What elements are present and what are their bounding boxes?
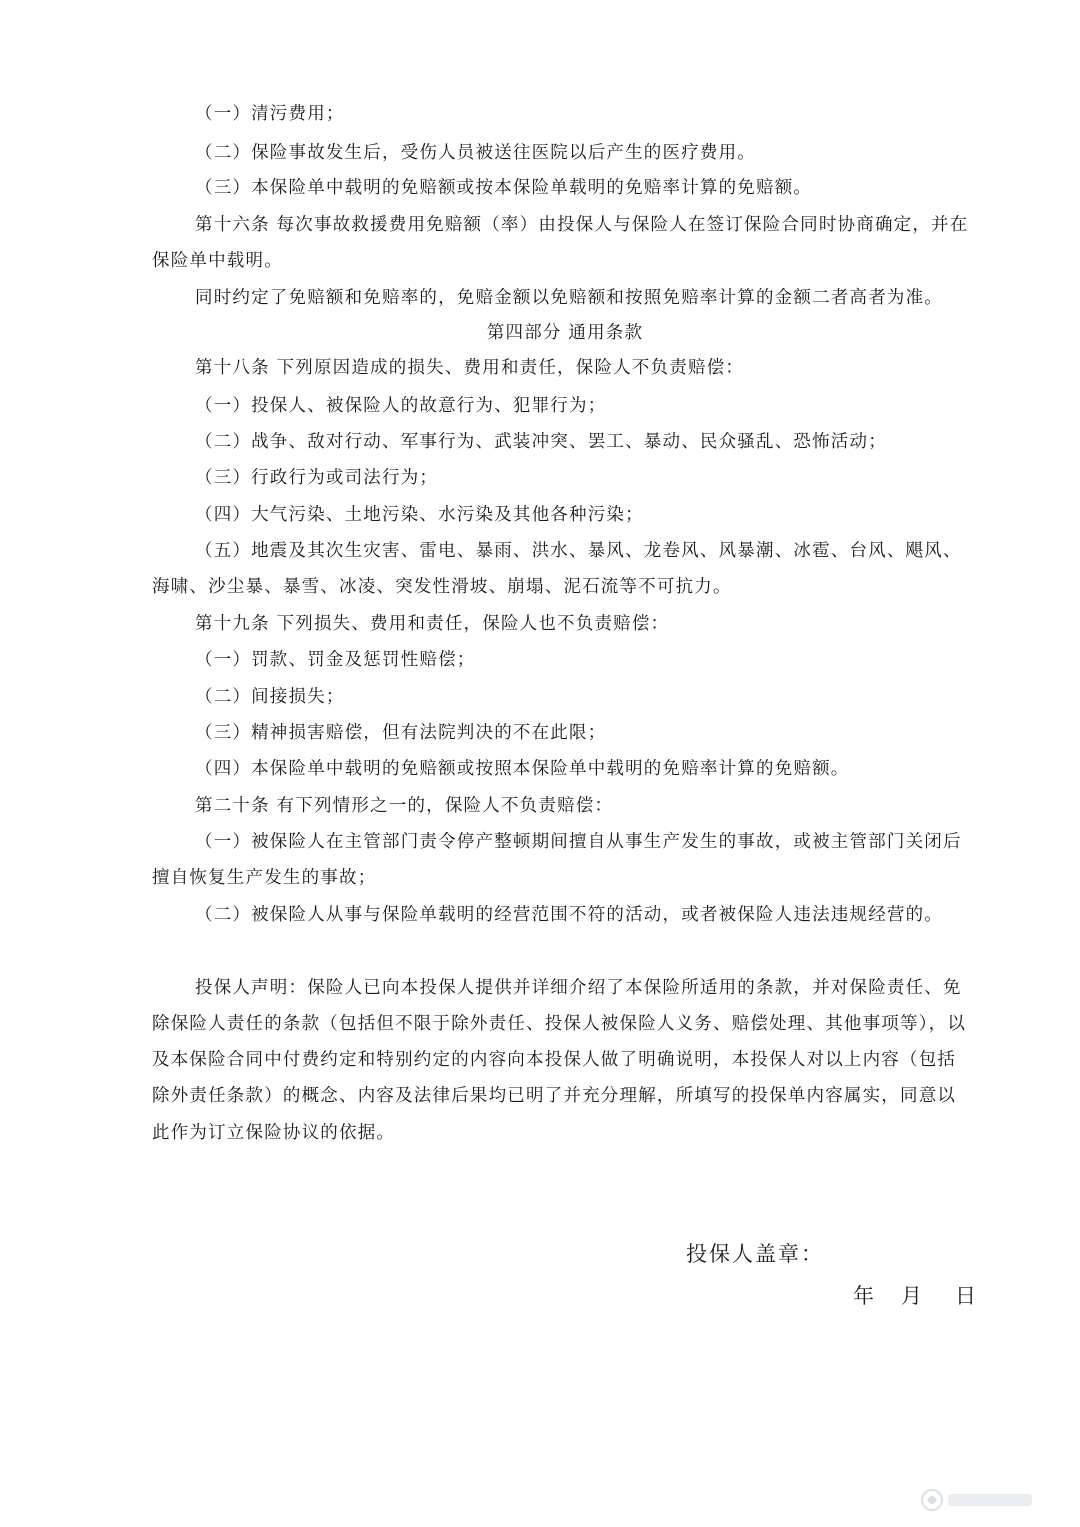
article-19-item: （四）本保险单中载明的免赔额或按照本保险单中载明的免赔率计算的免赔额。 [195,759,850,779]
article-16: 第十六条 每次事故救援费用免赔额（率）由投保人与保险人在签订保险合同时协商确定，并在 [195,215,969,235]
article-16-note: 同时约定了免赔额和免赔率的，免赔金额以免赔额和按照免赔率计算的金额二者高者为准。 [195,288,943,308]
section-title: 第四部分 通用条款 [486,323,644,343]
date-year: 年 [853,1284,874,1308]
declaration-line: 除外责任条款）的概念、内容及法律后果均已明了并充分理解，所填写的投保单内容属实，同意以 [152,1086,957,1106]
declaration-line: 除保险人责任的条款（包括但不限于除外责任、投保人被保险人义务、赔偿处理、其他事项等），以 [152,1014,967,1034]
declaration-line: 投保人声明：保险人已向本投保人提供并详细介绍了本保险所适用的条款，并对保险责任、免 [195,978,962,998]
article-18-item: （三）行政行为或司法行为； [195,468,439,488]
article-19-item: （三）精神损害赔偿，但有法院判决的不在此限； [195,723,607,743]
article-20-item: （一）被保险人在主管部门责令停产整顿期间擅自从事生产发生的事故，或被主管部门关闭后 [195,832,962,852]
article-18-item-cont: 海啸、沙尘暴、暴雪、冰凌、突发性滑坡、崩塌、泥石流等不可抗力。 [152,577,732,597]
article-16-cont: 保险单中载明。 [152,251,283,271]
clause-item: （一）清污费用； [195,104,345,124]
article-18-item: （五）地震及其次生灾害、雷电、暴雨、洪水、暴风、龙卷风、风暴潮、冰雹、台风、飓风、 [195,541,962,561]
date-month: 月 [901,1284,922,1308]
article-18-item: （二）战争、敌对行动、军事行为、武装冲突、罢工、暴动、民众骚乱、恐怖活动； [195,432,887,452]
clause-item: （二）保险事故发生后，受伤人员被送往医院以后产生的医疗费用。 [195,143,756,163]
date-day: 日 [955,1284,976,1308]
article-20-item-cont: 擅自恢复生产发生的事故； [152,868,377,888]
article-20-item: （二）被保险人从事与保险单载明的经营范围不符的活动，或者被保险人违法违规经营的。 [195,905,943,925]
article-18: 第十八条 下列原因造成的损失、费用和责任，保险人不负责赔偿： [195,358,745,378]
watermark-logo [920,1485,1040,1515]
declaration-line: 及本保险合同中付费约定和特别约定的内容向本投保人做了明确说明，本投保人对以上内容（包括 [152,1050,957,1070]
article-18-item: （四）大气污染、土地污染、水污染及其他各种污染； [195,505,644,525]
applicant-seal-label: 投保人盖章： [686,1242,824,1266]
article-19-item: （二）间接损失； [195,687,345,707]
article-19: 第十九条 下列损失、费用和责任，保险人也不负责赔偿： [195,614,670,634]
article-19-item: （一）罚款、罚金及惩罚性赔偿； [195,650,476,670]
declaration-line: 此作为订立保险协议的依据。 [152,1123,396,1143]
article-18-item: （一）投保人、被保险人的故意行为、犯罪行为； [195,396,607,416]
article-20: 第二十条 有下列情形之一的，保险人不负责赔偿： [195,796,614,816]
clause-item: （三）本保险单中载明的免赔额或按本保险单载明的免赔率计算的免赔额。 [195,178,813,198]
